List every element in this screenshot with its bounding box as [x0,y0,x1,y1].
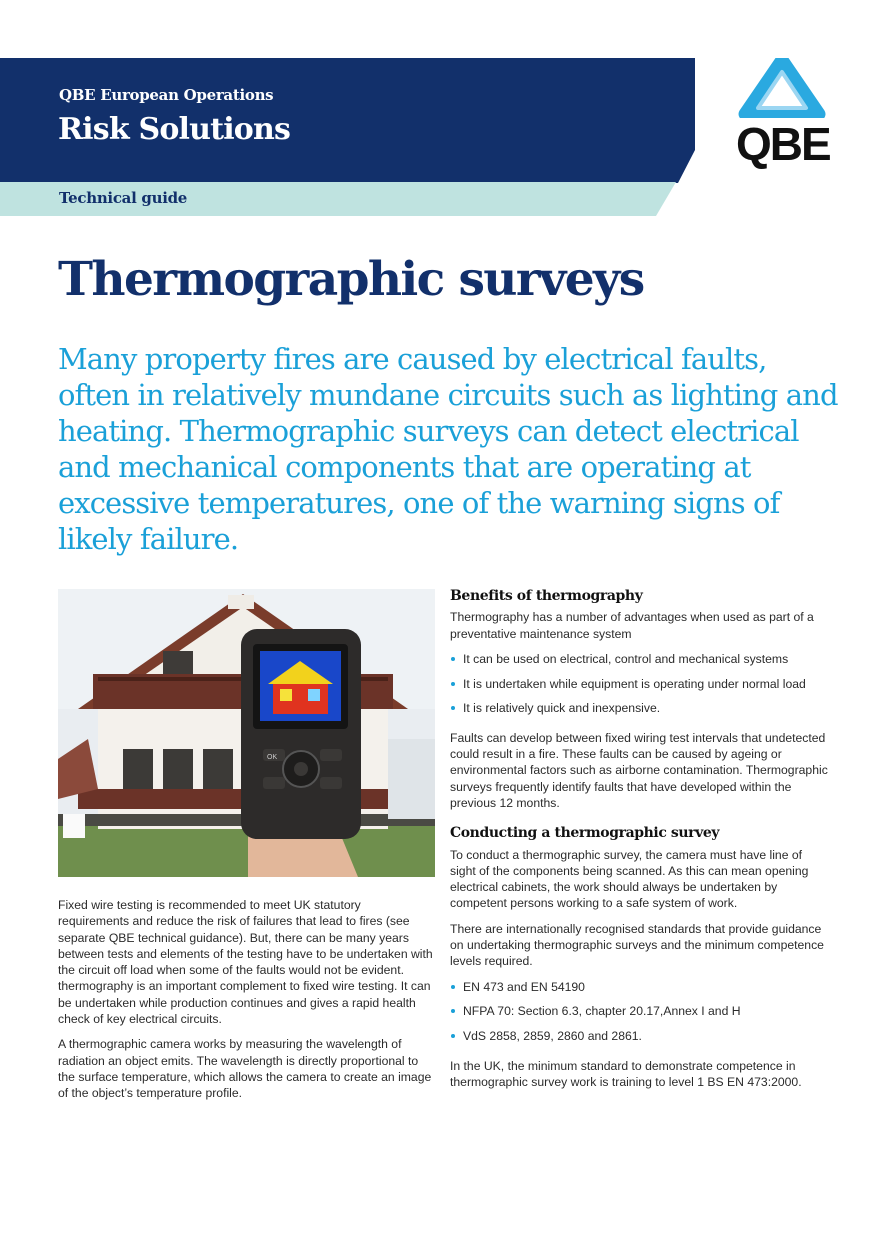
list-item: It is relatively quick and inexpensive. [450,700,830,716]
list-item: VdS 2858, 2859, 2860 and 2861. [450,1028,830,1044]
conducting-heading: Conducting a thermographic survey [450,825,720,842]
right-column [450,588,830,1099]
conducting-paragraph-3: In the UK, the minimum standard to demonstrate competence in thermographic survey work is training to level 1 BS EN 473:2000. [450,1058,802,1089]
left-column [58,897,435,1111]
left-paragraph-2: A thermographic camera works by measuring the wavelength of radiation an object emits. The wavelength is directly proportional to the surface temperature, which allows the camera to create an image of the object’s temperature profile. [58,1037,432,1101]
benefits-intro: Thermography has a number of advantages when used as part of a preventative maintenance system [450,610,814,641]
benefits-paragraph: Faults can develop between fixed wiring test intervals that undetected could result in a fire. These faults can be caused by ageing or environmental factors such as airborne contamination. Thermographic surveys frequently identify faults that have developed within the previous 12 months. [450,730,828,810]
conducting-paragraph-2: There are internationally recognised standards that provide guidance on undertaking thermographic surveys and the minimum competence levels required. [450,921,824,969]
standards-list [450,979,830,1045]
logo-wordmark: QBE [736,118,830,170]
brand-title: Risk Solutions [58,112,291,147]
benefits-list [450,651,830,717]
list-item: It can be used on electrical, control and mechanical systems [450,651,830,667]
list-item: NFPA 70: Section 6.3, chapter 20.17,Annex I and H [450,1003,830,1019]
left-paragraph-1: Fixed wire testing is recommended to meet UK statutory requirements and reduce the risk of failures that lead to fires (see separate QBE technical guidance). But, there can be many years between tests and elements of the testing have to be undertaken with the circuit off load when some of the faults would not be evident. thermography is an important complement to fixed wire testing. It can be undertaken while production continues and gives a rapid health check of key electrical circuits. [58,898,433,1027]
page-title: Thermographic surveys [58,252,644,307]
camera-ok-label: OK [267,754,278,761]
benefits-heading: Benefits of thermography [450,588,643,604]
list-item: EN 473 and EN 54190 [450,979,830,995]
thermal-camera-photo [58,589,435,877]
list-item: It is undertaken while equipment is operating under normal load [450,676,830,692]
document-type-label: Technical guide [59,189,188,207]
organisation-name: QBE European Operations [59,86,274,104]
qbe-logo-icon [736,58,828,118]
intro-paragraph: Many property fires are caused by electrical faults, often in relatively mundane circuits such as lighting and heating. Thermographic surveys can detect electrical and mechanical components that are operating at excessive temperatures, one of the warning signs of likely failure. [58,342,838,556]
conducting-paragraph-1: To conduct a thermographic survey, the camera must have line of sight of the components being scanned. As this can mean opening electrical cabinets, the work should always be undertaken by competent persons working to a safe system of work. [450,847,809,911]
